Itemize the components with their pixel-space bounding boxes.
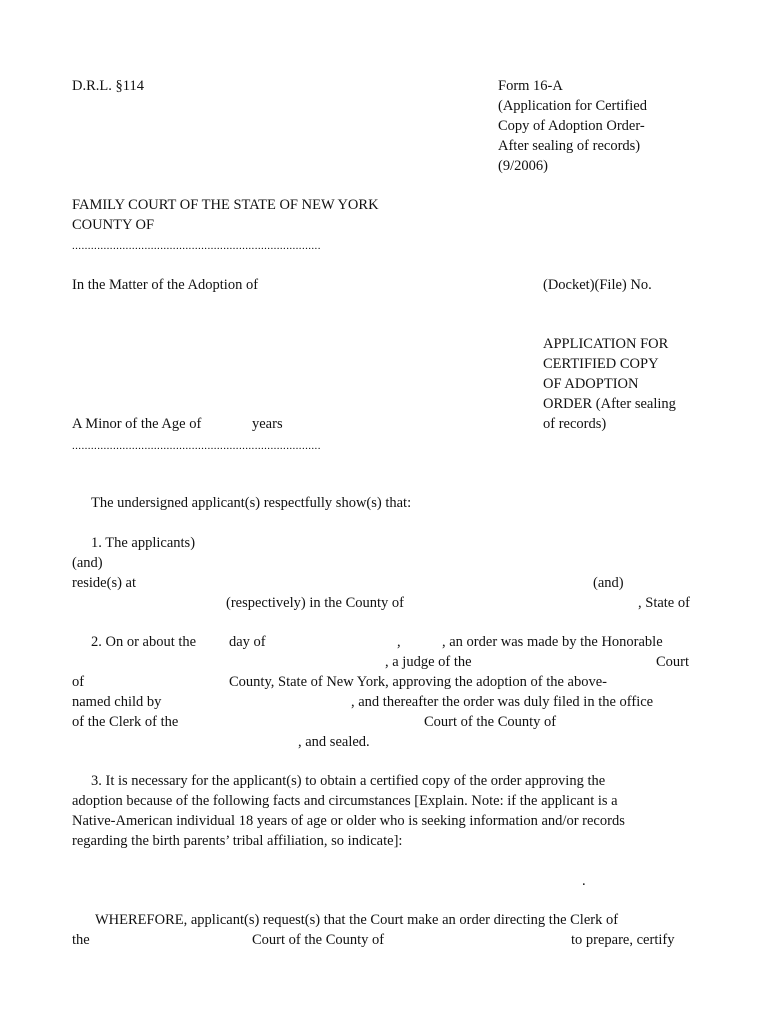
- p1-respectively-county: (respectively) in the County of: [226, 595, 404, 611]
- matter-label: In the Matter of the Adoption of: [72, 277, 259, 293]
- p3-line-2: adoption because of the following facts and circumstances [Explain. Note: if the applicant is a: [72, 793, 618, 809]
- form-date: (9/2006): [498, 158, 548, 174]
- p2-comma: ,: [397, 634, 401, 650]
- p1-and-1: (and): [72, 555, 103, 571]
- p2-county-state: County, State of New York, approving the adoption of the above-: [229, 674, 608, 690]
- p2-of: of: [72, 674, 85, 690]
- p2-court: Court: [656, 654, 690, 670]
- p2-named-child: named child by: [72, 694, 162, 710]
- p2-clerk-of: of the Clerk of the: [72, 714, 179, 730]
- form-subtitle-line-3: After sealing of records): [498, 138, 641, 154]
- application-title-line-5: of records): [543, 416, 607, 432]
- docket-label: (Docket)(File) No.: [543, 277, 652, 293]
- court-county-label: COUNTY OF: [72, 217, 155, 233]
- caption-separator: ...............................................................................: [72, 440, 321, 452]
- p3-line-1: 3. It is necessary for the applicant(s) to obtain a certified copy of the order approving the: [91, 773, 606, 789]
- form-subtitle-line-1: (Application for Certified: [498, 98, 647, 114]
- application-title-line-3: OF ADOPTION: [543, 376, 639, 392]
- p3-period: .: [582, 873, 586, 889]
- wherefore-prepare: to prepare, certify: [571, 932, 675, 948]
- p1-reside-at: reside(s) at: [72, 575, 137, 591]
- p2-court-county: Court of the County of: [424, 714, 557, 730]
- minor-age-years: years: [252, 416, 283, 432]
- application-title-line-1: APPLICATION FOR: [543, 336, 669, 352]
- form-subtitle-line-2: Copy of Adoption Order-: [498, 118, 645, 134]
- intro-statement: The undersigned applicant(s) respectfully show(s) that:: [91, 495, 412, 511]
- p2-judge-of: , a judge of the: [385, 654, 472, 670]
- wherefore-court-county: Court of the County of: [252, 932, 385, 948]
- p1-applicants: 1. The applicants): [91, 535, 196, 551]
- form-number: Form 16-A: [498, 78, 563, 94]
- p2-day-of: day of: [229, 634, 266, 650]
- statute-reference: D.R.L. §114: [72, 78, 144, 94]
- wherefore-the: the: [72, 932, 90, 948]
- court-name: FAMILY COURT OF THE STATE OF NEW YORK: [72, 197, 379, 213]
- p2-thereafter: , and thereafter the order was duly filed in the office: [351, 694, 654, 710]
- p3-line-3: Native-American individual 18 years of age or older who is seeking information and/or records: [72, 813, 625, 829]
- p2-sealed: , and sealed.: [298, 734, 370, 750]
- p2-order-made: , an order was made by the Honorable: [442, 634, 663, 650]
- p1-and-2: (and): [593, 575, 624, 591]
- wherefore-line-1: WHEREFORE, applicant(s) request(s) that the Court make an order directing the Clerk of: [95, 912, 619, 928]
- court-separator: ...............................................................................: [72, 240, 321, 252]
- p1-state-of: , State of: [638, 595, 690, 611]
- minor-age-label: A Minor of the Age of: [72, 416, 202, 432]
- application-title-line-2: CERTIFIED COPY: [543, 356, 659, 372]
- p2-on-or-about: 2. On or about the: [91, 634, 197, 650]
- application-title-line-4: ORDER (After sealing: [543, 396, 676, 412]
- p3-line-4: regarding the birth parents’ tribal affiliation, so indicate]:: [72, 833, 403, 849]
